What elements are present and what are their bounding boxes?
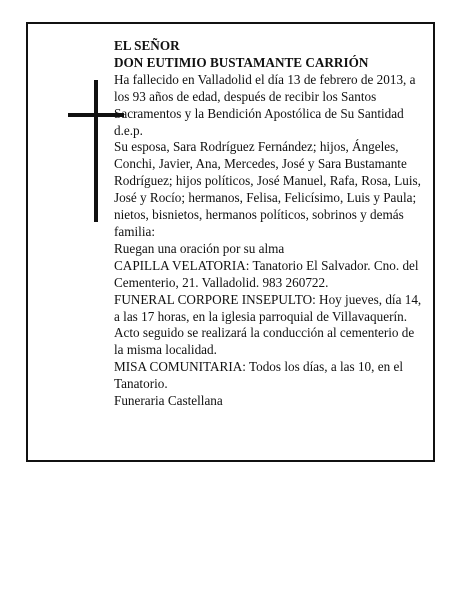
deceased-name: DON EUTIMIO BUSTAMANTE CARRIÓN <box>114 54 369 70</box>
family-list: Su esposa, Sara Rodríguez Fernández; hijos, Ángeles, Conchi, Javier, Ana, Mercedes, José y Sara Bustamante Rodríguez; hijos políticos, José Manuel, Rafa, Rosa, Luis, José y Rocío; hermanos, Felisa, Felicísimo, Luis y Paula; nietos, bisnietos, hermanos políticos, sobrinos y demás familia: <box>114 139 421 239</box>
prayer-request: Ruegan una oración por su alma <box>114 240 285 256</box>
mass-info: MISA COMUNITARIA: Todos los días, a las 10, en el Tanatorio. <box>114 359 403 392</box>
dep-text: d.e.p. <box>114 122 143 138</box>
obituary-text <box>114 38 426 410</box>
chapel-info: CAPILLA VELATORIA: Tanatorio El Salvador. Cno. del Cementerio, 21. Valladolid. 983 260722. <box>114 257 419 290</box>
death-info: Ha fallecido en Valladolid el día 13 de febrero de 2013, a los 93 años de edad, después de recibir los Santos Sacramentos y la Bendición Apostólica de Su Santidad <box>114 71 416 121</box>
cross-vertical-bar <box>94 80 98 222</box>
funeral-home: Funeraria Castellana <box>114 393 223 409</box>
title-line-1: EL SEÑOR <box>114 38 180 53</box>
funeral-info: FUNERAL CORPORE INSEPULTO: Hoy jueves, día 14, a las 17 horas, en la iglesia parroquial de Villavaquerín. Acto seguido se realizará la conducción al cementerio de la misma localidad. <box>114 291 422 358</box>
